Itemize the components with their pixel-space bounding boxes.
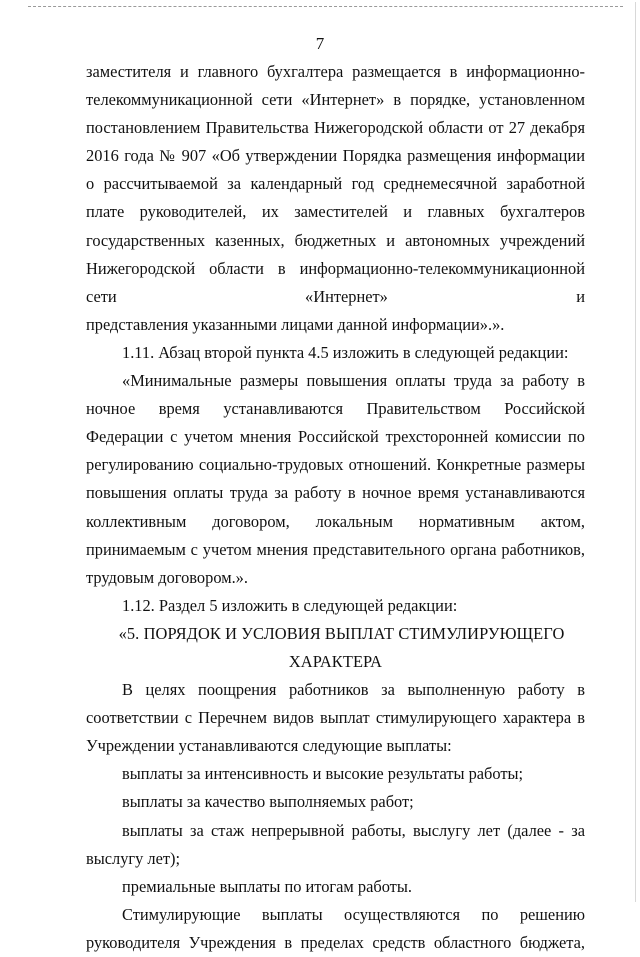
section-heading bbox=[86, 620, 585, 676]
paragraph-amendment-1-11: 1.11. Абзац второй пункта 4.5 изложить в следующей редакции: bbox=[122, 342, 569, 362]
section-heading-line2: ХАРАКТЕРА bbox=[288, 651, 383, 671]
list-item-bonus: премиальные выплаты по итогам работы. bbox=[122, 876, 412, 896]
paragraph-amendment-1-12: 1.12. Раздел 5 изложить в следующей редакции: bbox=[122, 595, 458, 615]
scan-border-right bbox=[635, 2, 636, 902]
scan-border-top bbox=[28, 6, 623, 8]
paragraph-continuation-end: представления указанными лицами данной информации».». bbox=[86, 314, 505, 334]
page-number: 7 bbox=[315, 34, 325, 53]
list-item-quality: выплаты за качество выполняемых работ; bbox=[122, 792, 414, 812]
paragraph-night-work-pay: «Минимальные размеры повышения оплаты труда за работу в ночное время устанавливаются Правительством Российской Федерации с учетом мнения Российской трехсторонней комиссии по регулированию социально-трудовых отношений. Конкретные размеры повышения оплаты труда за работу в ночное время устанавливаются коллективным договором, локальным нормативным актом, принимаемым с учетом мнения представительного органа работников, трудовым договором.». bbox=[86, 371, 585, 587]
paragraph-incentive-decision: Стимулирующие выплаты осуществляются по решению руководителя Учреждения в пределах средств областного бюджета, bbox=[86, 904, 585, 952]
list-item-intensity: выплаты за интенсивность и высокие результаты работы; bbox=[122, 764, 524, 784]
paragraph-continuation: заместителя и главного бухгалтера размещается в информационно-телекоммуникационной сети «Интернет» в порядке, установленном постановлением Правительства Нижегородской области от 27 декабря 2016 года № 907 «Об утверждении Порядка размещения информации о рассчитываемой за календарный год среднемесячной заработной плате руководителей, их заместителей и главных бухгалтеров государственных казенных, бюджетных и автономных учреждений Нижегородской области в информационно-телекоммуникационной сети «Интернет» и bbox=[86, 62, 585, 306]
document-body bbox=[86, 58, 585, 957]
paragraph-incentive-intro: В целях поощрения работников за выполненную работу в соответствии с Перечнем видов выплат стимулирующего характера в Учреждении устанавливаются следующие выплаты: bbox=[86, 680, 585, 756]
list-item-seniority: выплаты за стаж непрерывной работы, выслугу лет (далее - за выслугу лет); bbox=[86, 820, 585, 868]
section-heading-line1: «5. ПОРЯДОК И УСЛОВИЯ ВЫПЛАТ СТИМУЛИРУЮЩЕГО bbox=[118, 623, 565, 643]
